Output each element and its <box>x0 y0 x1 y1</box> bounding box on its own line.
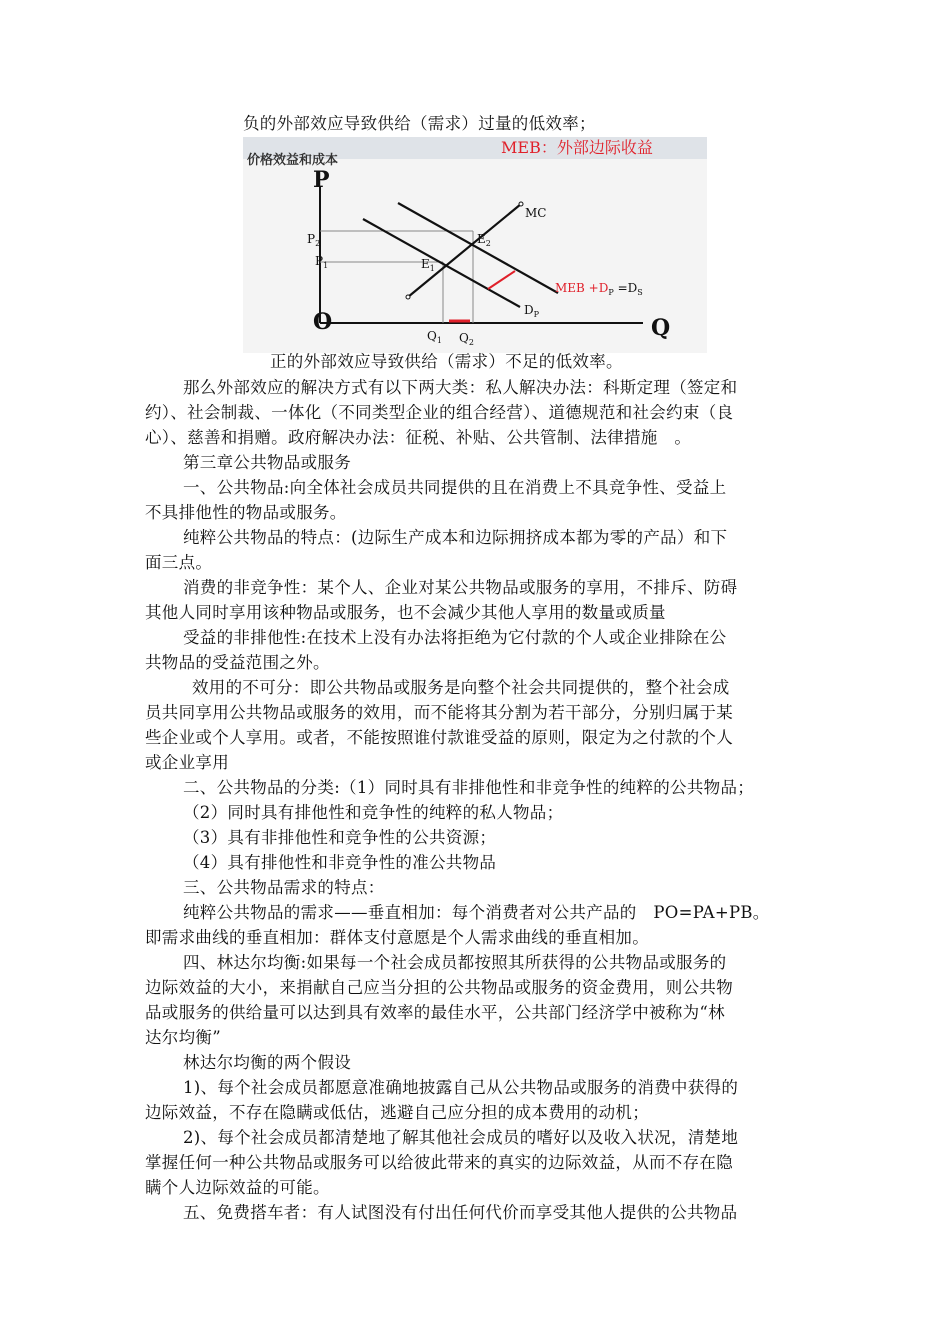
paragraph-line: 瞒个人边际效益的可能。 <box>145 1178 330 1197</box>
paragraph-line: 效用的不可分：即公共物品或服务是向整个社会共同提供的，整个社会成 <box>192 678 730 697</box>
paragraph-line: 三、公共物品需求的特点： <box>183 878 385 897</box>
paragraph-line: 受益的非排他性:在技术上没有办法将拒绝为它付款的个人或企业排除在公 <box>183 628 727 647</box>
label-p1: $P_1$ <box>315 254 329 270</box>
externality-diagram <box>243 137 707 353</box>
label-mc: MC <box>525 206 547 220</box>
banner-left-label: 价格效益和成本 <box>247 153 339 168</box>
list-item: （2）同时具有排他性和竞争性的纯粹的私人物品； <box>183 803 564 822</box>
label-dp: $D_P$ <box>524 303 540 319</box>
paragraph-line: 不具排他性的物品或服务。 <box>145 503 347 522</box>
list-item: （3）具有非排他性和竞争性的公共资源； <box>183 828 497 847</box>
private-demand-line <box>363 219 520 307</box>
label-q2: $Q_2$ <box>459 331 474 347</box>
banner-right-label: MEB：外部边际收益 <box>501 138 653 157</box>
figure-top-caption: 负的外部效应导致供给（需求）过量的低效率； <box>243 114 596 133</box>
paragraph-line: 二、公共物品的分类:（1）同时具有非排他性和非竞争性的纯粹的公共物品； <box>183 778 755 797</box>
paragraph-line: 即需求曲线的垂直相加：群体支付意愿是个人需求曲线的垂直相加。 <box>145 928 649 947</box>
paragraph-line: 林达尔均衡的两个假设 <box>183 1053 351 1072</box>
paragraph-line: 约）、社会制裁、一体化（不同类型企业的组合经营）、道德规范和社会约束（良 <box>145 403 734 422</box>
paragraph-line: 或企业享用 <box>145 753 229 772</box>
axis-label-o: O <box>313 309 333 335</box>
paragraph-line: 达尔均衡” <box>145 1028 221 1047</box>
chapter-heading: 第三章公共物品或服务 <box>183 453 351 472</box>
paragraph-line: 品或服务的供给量可以达到具有效率的最佳水平，公共部门经济学中被称为“林 <box>145 1003 725 1022</box>
label-e2: $E_2$ <box>477 232 491 248</box>
paragraph-line: 面三点。 <box>145 553 213 572</box>
meb-gap <box>488 271 515 289</box>
label-q1: $Q_1$ <box>427 329 442 345</box>
paragraph-line: 纯粹公共物品的需求——垂直相加：每个消费者对公共产品的 PO=PA+PB。 <box>183 903 770 922</box>
paragraph-line: 心）、慈善和捐赠。政府解决办法：征税、补贴、公共管制、法律措施 。 <box>145 428 692 447</box>
paragraph-line: 共物品的受益范围之外。 <box>145 653 330 672</box>
paragraph-line: 边际效益，不存在隐瞒或低估，逃避自己应分担的成本费用的动机； <box>145 1103 649 1122</box>
paragraph-line: 五、免费搭车者：有人试图没有付出任何代价而享受其他人提供的公共物品 <box>183 1203 738 1222</box>
paragraph-line: 2)、每个社会成员都清楚地了解其他社会成员的嗜好以及收入状况，清楚地 <box>183 1128 739 1147</box>
paragraph-line: 掌握任何一种公共物品或服务可以给彼此带来的真实的边际效益，从而不存在隐 <box>145 1153 733 1172</box>
paragraph-line: 一、公共物品:向全体社会成员共同提供的且在消费上不具竞争性、受益上 <box>183 478 727 497</box>
figure-bottom-caption: 正的外部效应导致供给（需求）不足的低效率。 <box>270 352 623 371</box>
label-p2: $P_2$ <box>307 232 321 248</box>
paragraph-line: 纯粹公共物品的特点：(边际生产成本和边际拥挤成本都为零的产品）和下 <box>183 528 728 547</box>
paragraph-line: 些企业或个人享用。或者，不能按照谁付款谁受益的原则，限定为之付款的个人 <box>145 728 733 747</box>
label-meb: MEB $+D_P =D_S$ <box>555 281 643 297</box>
paragraph-line: 其他人同时享用该种物品或服务，也不会减少其他人享用的数量或质量 <box>145 603 666 622</box>
paragraph-line: 1)、每个社会成员都愿意准确地披露自己从公共物品或服务的消费中获得的 <box>183 1078 739 1097</box>
paragraph-line: 员共同享用公共物品或服务的效用，而不能将其分割为若干部分，分别归属于某 <box>145 703 733 722</box>
paragraph-line: 四、林达尔均衡:如果每一个社会成员都按照其所获得的公共物品或服务的 <box>183 953 727 972</box>
paragraph-line: 那么外部效应的解决方式有以下两大类：私人解决办法：科斯定理（签定和 <box>183 378 738 397</box>
paragraph-line: 消费的非竞争性：某个人、企业对某公共物品或服务的享用，不排斥、防碍 <box>183 578 738 597</box>
axis-label-q: Q <box>651 315 671 341</box>
paragraph-line: 边际效益的大小，来捐献自己应当分担的公共物品或服务的资金费用，则公共物 <box>145 978 733 997</box>
axis-label-p: P <box>313 167 330 193</box>
list-item: （4）具有排他性和非竞争性的准公共物品 <box>183 853 497 872</box>
label-e1: $E_1$ <box>421 257 435 273</box>
